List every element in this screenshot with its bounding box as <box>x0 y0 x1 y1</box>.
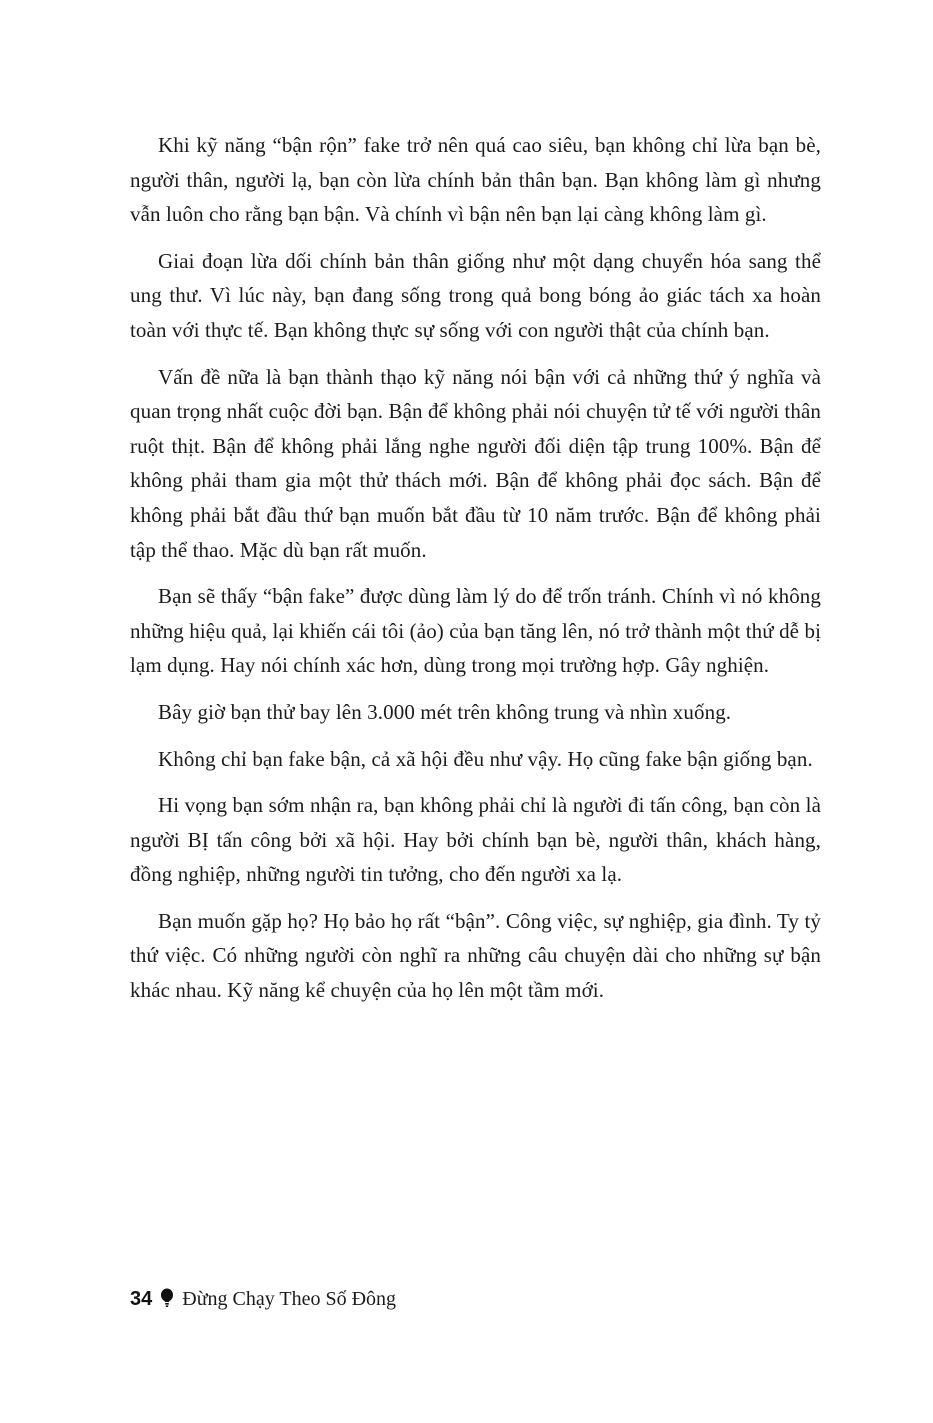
paragraph-7: Hi vọng bạn sớm nhận ra, bạn không phải chỉ là người đi tấn công, bạn còn là người BỊ tấn công bởi xã hội. Hay bởi chính bạn bè, người thân, khách hàng, đồng nghiệp, những người tin tưởng, cho đến người xa lạ. <box>130 793 821 887</box>
paragraph-3: Vấn đề nữa là bạn thành thạo kỹ năng nói bận với cả những thứ ý nghĩa và quan trọng nhất cuộc đời bạn. Bận để không phải nói chuyện tử tế với người thân ruột thịt. Bận để không phải lắng nghe người đối diện tập trung 100%. Bận để không phải tham gia một thử thách mới. Bận để không phải đọc sách. Bận để không phải bắt đầu thứ bạn muốn bắt đầu từ 10 năm trước. Bận để không phải tập thể thao. Mặc dù bạn rất muốn. <box>130 364 821 562</box>
book-title: Đừng Chạy Theo Số Đông <box>182 1287 397 1310</box>
paragraph-5: Bây giờ bạn thử bay lên 3.000 mét trên không trung và nhìn xuống. <box>158 699 732 724</box>
page-footer <box>130 1284 396 1314</box>
paragraph-1: Khi kỹ năng “bận rộn” fake trở nên quá cao siêu, bạn không chỉ lừa bạn bè, người thân, người lạ, bạn còn lừa chính bản thân bạn. Bạn không làm gì nhưng vẫn luôn cho rằng bạn bận. Và chính vì bận nên bạn lại càng không làm gì. <box>130 133 821 227</box>
paragraph-8: Bạn muốn gặp họ? Họ bảo họ rất “bận”. Công việc, sự nghiệp, gia đình. Ty tỷ thứ việc. Có những người còn nghĩ ra những câu chuyện dài cho những sự bận khác nhau. Kỹ năng kể chuyện của họ lên một tầm mới. <box>130 908 821 1003</box>
paragraph-6: Không chỉ bạn fake bận, cả xã hội đều như vậy. Họ cũng fake bận giống bạn. <box>158 746 813 771</box>
lightbulb-icon <box>160 1288 174 1310</box>
page-number: 34 <box>130 1287 153 1310</box>
paragraph-2: Giai đoạn lừa dối chính bản thân giống như một dạng chuyển hóa sang thể ung thư. Vì lúc này, bạn đang sống trong quả bong bóng ảo giác tách xa hoàn toàn với thực tế. Bạn không thực sự sống với con người thật của chính bạn. <box>130 248 821 342</box>
paragraph-4: Bạn sẽ thấy “bận fake” được dùng làm lý do để trốn tránh. Chính vì nó không những hiệu quả, lại khiến cái tôi (ảo) của bạn tăng lên, nó trở thành một thứ dễ bị lạm dụng. Hay nói chính xác hơn, dùng trong mọi trường hợp. Gây nghiện. <box>130 584 821 678</box>
page-body <box>130 128 821 1020</box>
